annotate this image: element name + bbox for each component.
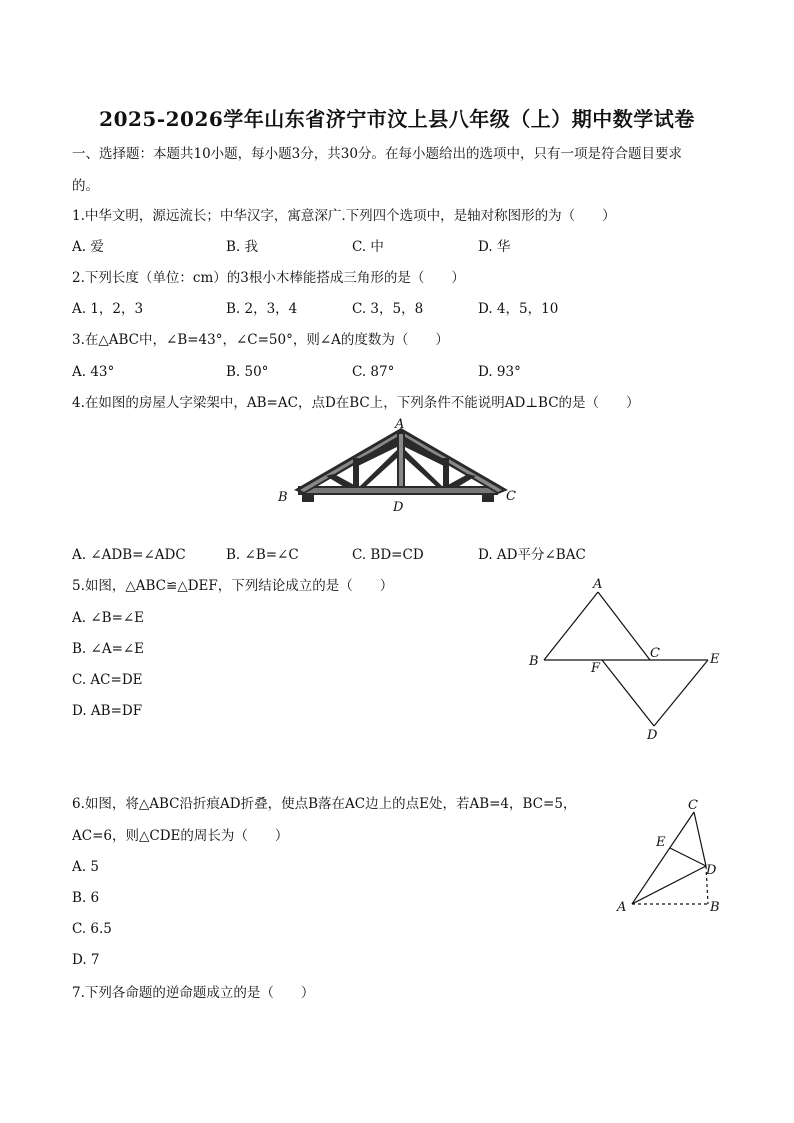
question-3-option-d: D. 93°: [478, 364, 521, 380]
question-4-option-c: C. BD=CD: [352, 547, 424, 563]
question-5-option-d: D. AB=DF: [72, 703, 143, 719]
roof-truss-figure: [276, 416, 526, 516]
question-5-option-c: C. AC=DE: [72, 672, 143, 688]
question-4-stem: 4.在如图的房屋人字梁架中，AB=AC，点D在BC上，下列条件不能说明AD⊥BC的是（ ）: [72, 395, 640, 411]
question-5-option-b: B. ∠A=∠E: [72, 641, 145, 657]
fig5-label-f: F: [591, 661, 601, 676]
question-6-stem-line2: AC=6，则△CDE的周长为（ ）: [72, 828, 289, 844]
question-2-option-b: B. 2，3，4: [226, 301, 298, 317]
question-1-option-b: B. 我: [226, 239, 259, 255]
fig5-label-a: A: [593, 577, 603, 592]
truss-label-a: A: [395, 417, 405, 432]
question-6-option-d: D. 7: [72, 952, 100, 968]
question-3-option-b: B. 50°: [226, 364, 269, 380]
question-4-option-b: B. ∠B=∠C: [226, 547, 299, 563]
truss-label-c: C: [506, 489, 516, 504]
fig6-label-b: B: [710, 900, 720, 915]
fig5-label-e: E: [710, 652, 720, 667]
question-2-option-a: A. 1，2，3: [72, 301, 144, 317]
fig6-label-a: A: [617, 900, 627, 915]
section-instruction-line2: 的。: [72, 178, 99, 194]
folding-triangle-figure: [610, 796, 740, 920]
question-2-stem: 2.下列长度（单位：cm）的3根小木棒能搭成三角形的是（ ）: [72, 270, 465, 286]
congruent-triangles-figure: [524, 574, 724, 744]
section-instruction-line1: 一、选择题：本题共10小题，每小题3分，共30分。在每小题给出的选项中，只有一项是符合题目要求: [72, 146, 682, 162]
fig5-label-b: B: [529, 654, 539, 669]
question-7-stem: 7.下列各命题的逆命题成立的是（ ）: [72, 985, 315, 1001]
question-3-option-c: C. 87°: [352, 364, 395, 380]
fig6-label-d: D: [706, 863, 717, 878]
question-2-option-c: C. 3，5，8: [352, 301, 424, 317]
question-1-stem: 1.中华文明，源远流长；中华汉字，寓意深广.下列四个选项中，是轴对称图形的为（ ）: [72, 208, 616, 224]
truss-label-d: D: [393, 500, 404, 515]
question-6-stem-line1: 6.如图，将△ABC沿折痕AD折叠，使点B落在AC边上的点E处，若AB=4，BC=5，: [72, 796, 577, 812]
fig6-label-e: E: [656, 835, 666, 850]
question-4-option-a: A. ∠ADB=∠ADC: [72, 547, 186, 563]
fig6-label-c: C: [688, 798, 698, 813]
question-1-option-c: C. 中: [352, 239, 384, 255]
question-3-stem: 3.在△ABC中，∠B=43°，∠C=50°，则∠A的度数为（ ）: [72, 332, 449, 348]
question-1-option-d: D. 华: [478, 239, 511, 255]
question-1-option-a: A. 爱: [72, 239, 104, 255]
truss-label-b: B: [278, 490, 288, 505]
question-3-option-a: A. 43°: [72, 364, 115, 380]
fig5-label-c: C: [650, 646, 660, 661]
fig5-label-d: D: [647, 728, 658, 743]
question-5-stem: 5.如图，△ABC≌△DEF，下列结论成立的是（ ）: [72, 578, 394, 594]
question-6-option-a: A. 5: [72, 859, 99, 875]
question-2-option-d: D. 4，5，10: [478, 301, 559, 317]
question-4-option-d: D. AD平分∠BAC: [478, 547, 586, 563]
exam-title: 2025-2026学年山东省济宁市汶上县八年级（上）期中数学试卷: [99, 107, 695, 131]
question-5-option-a: A. ∠B=∠E: [72, 610, 145, 626]
question-6-option-c: C. 6.5: [72, 921, 112, 937]
question-6-option-b: B. 6: [72, 890, 100, 906]
